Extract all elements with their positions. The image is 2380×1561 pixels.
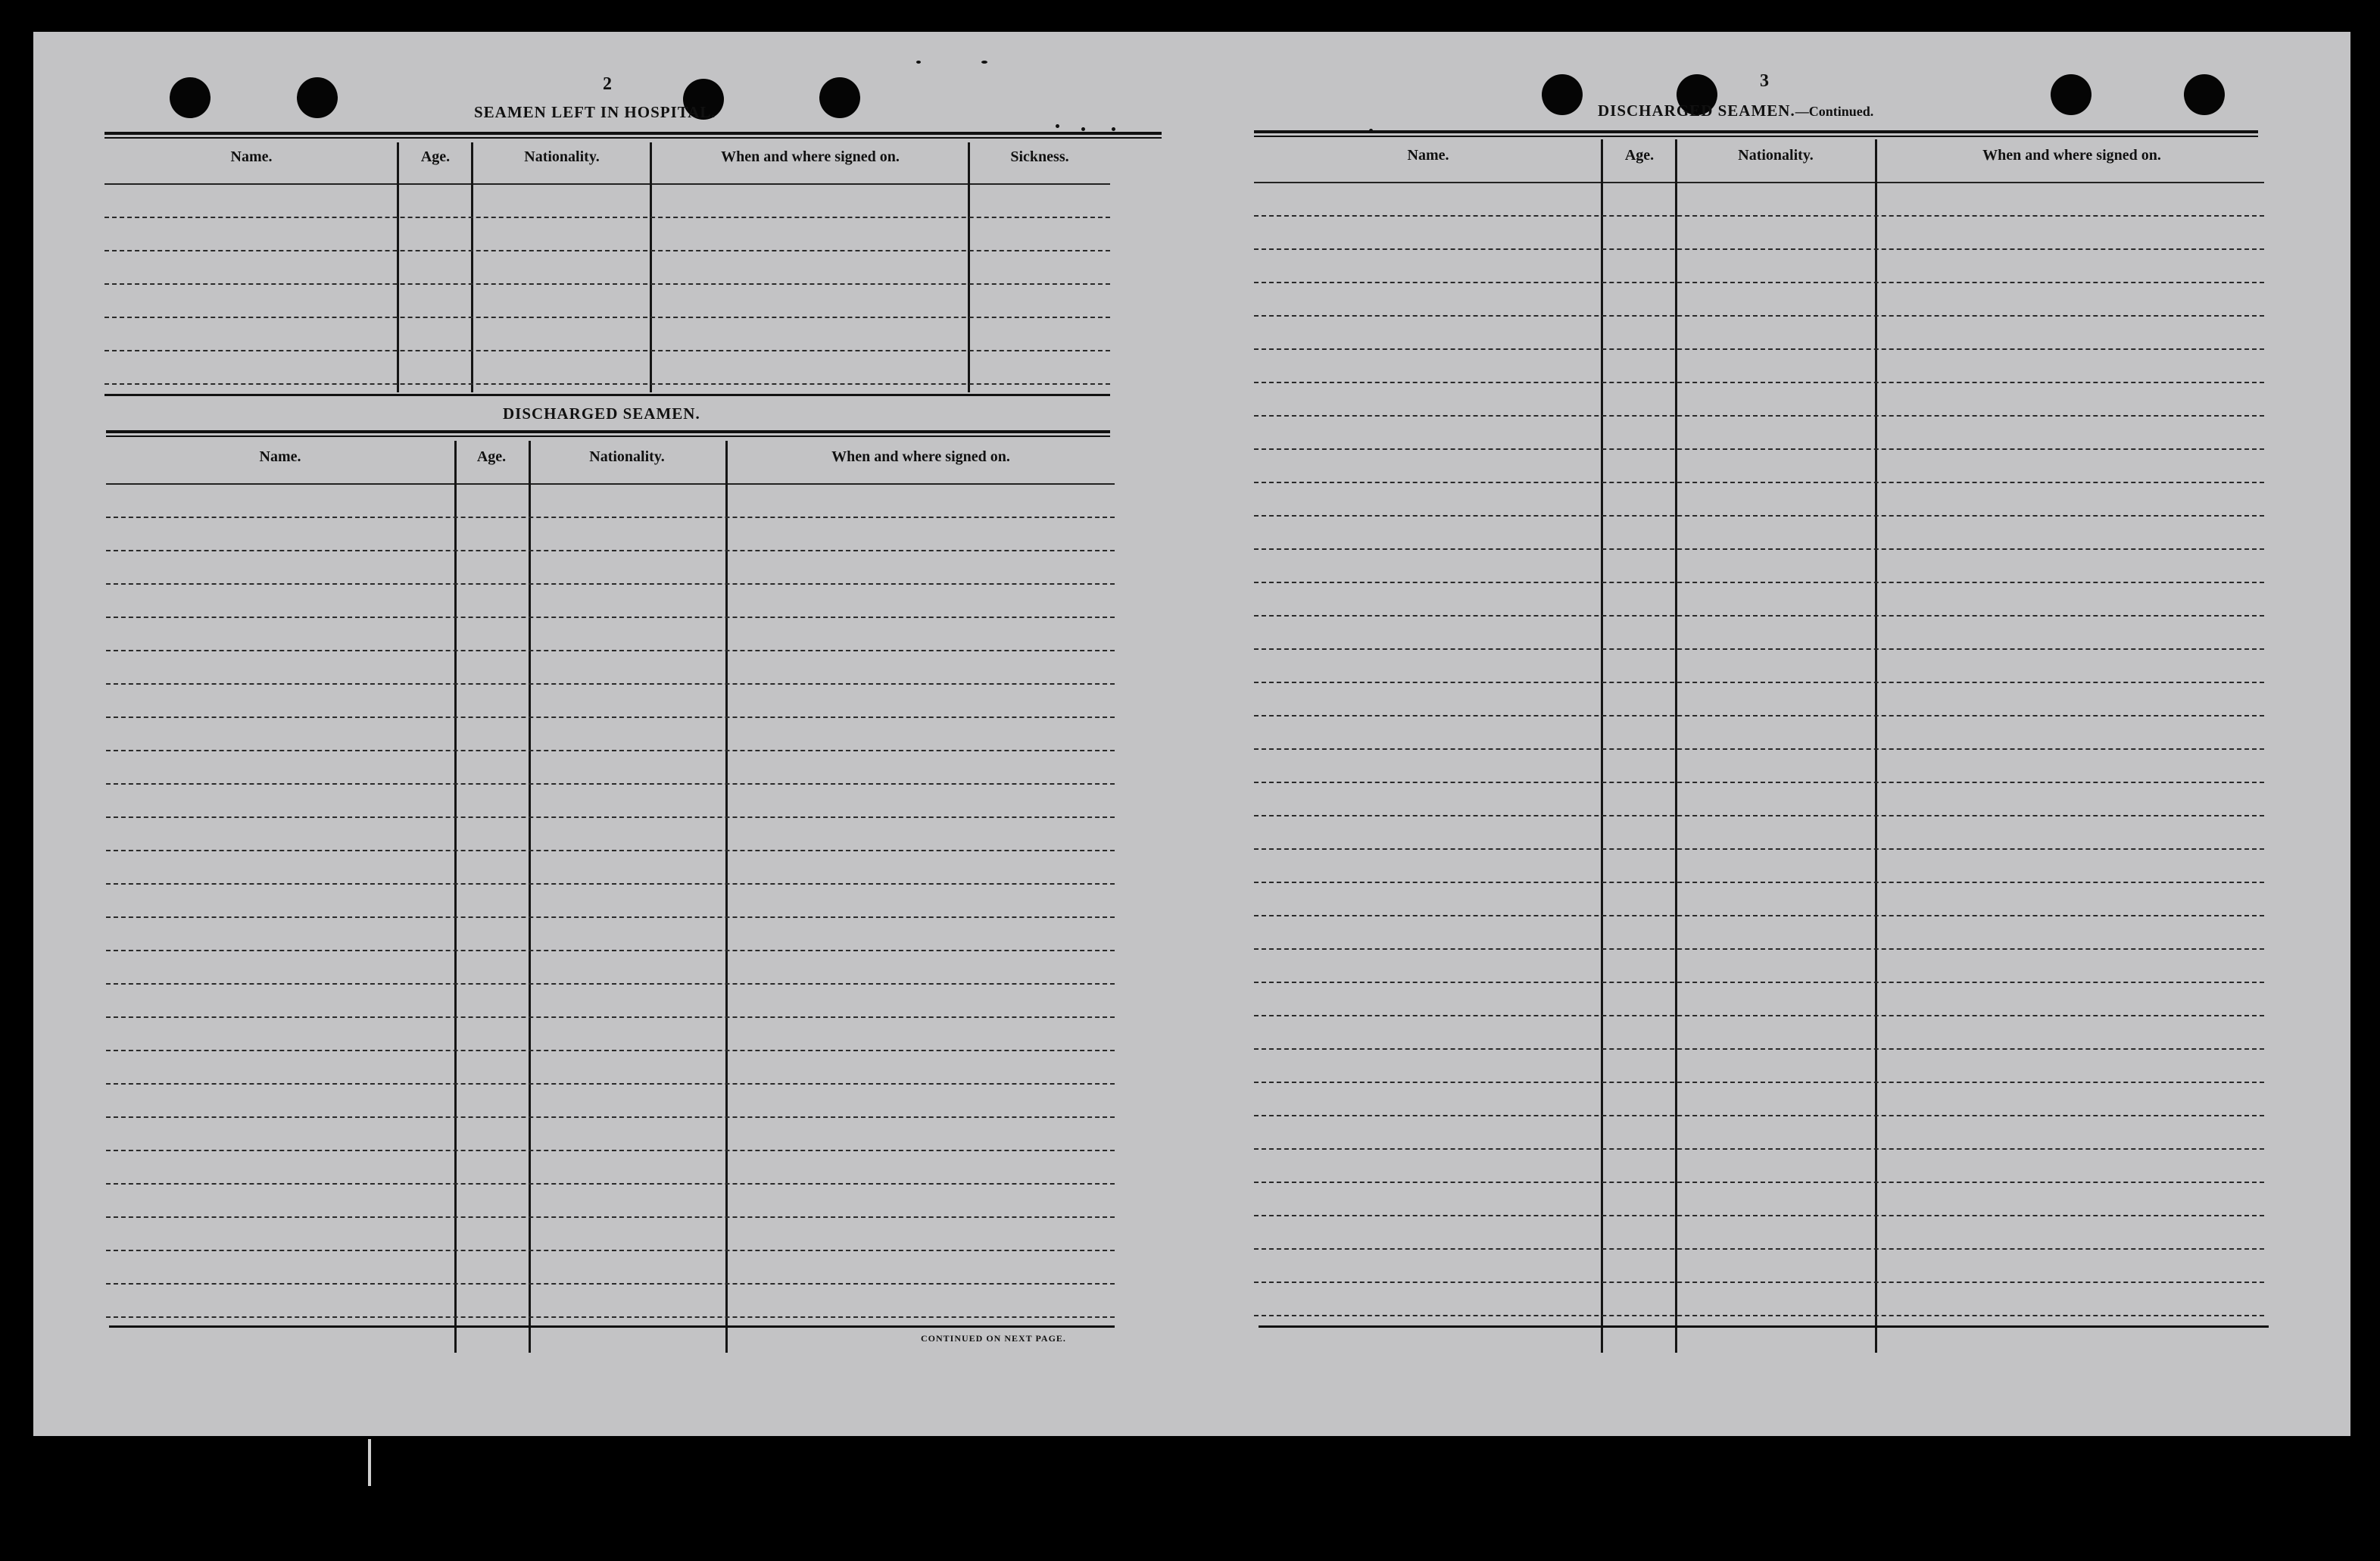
ink-speck	[1081, 127, 1085, 131]
discharged-continued-title-main: DISCHARGED SEAMEN.	[1598, 101, 1795, 120]
entry-line	[1254, 1115, 2264, 1116]
entry-line	[1254, 848, 2264, 850]
entry-line	[106, 517, 1115, 518]
entry-line	[1254, 782, 2264, 783]
entry-line	[1254, 448, 2264, 450]
discharged-continued-title	[1598, 101, 1873, 120]
entry-line	[1254, 1315, 2264, 1316]
entry-line	[106, 750, 1115, 751]
ink-speck	[1056, 124, 1059, 128]
entry-line	[106, 1016, 1115, 1018]
discharged-section-title: DISCHARGED SEAMEN.	[503, 404, 700, 423]
document-spread	[33, 32, 2350, 1436]
entry-line	[1254, 315, 2264, 317]
entry-line	[106, 1216, 1115, 1218]
right-col-age-header: Age.	[1624, 147, 1655, 164]
column-divider	[1875, 139, 1877, 1353]
hospital-bottom-rule	[104, 394, 1110, 396]
entry-line	[106, 1050, 1115, 1051]
entry-line	[1254, 882, 2264, 883]
entry-line	[106, 550, 1115, 551]
right-col-name-header: Name.	[1407, 147, 1449, 164]
entry-line	[1254, 515, 2264, 517]
entry-line	[106, 650, 1115, 651]
entry-line	[1254, 615, 2264, 617]
ink-speck	[981, 61, 987, 64]
ink-speck	[1112, 127, 1115, 131]
entry-line	[1254, 282, 2264, 283]
punch-hole	[297, 77, 338, 118]
entry-line	[104, 383, 1110, 385]
entry-line	[1254, 1015, 2264, 1016]
discharged-col-name-header: Name.	[259, 448, 301, 465]
entry-line	[1254, 748, 2264, 750]
entry-line	[1254, 482, 2264, 483]
right-col-nationality-header: Nationality.	[1738, 147, 1814, 164]
entry-line	[104, 217, 1110, 218]
entry-line	[1254, 415, 2264, 417]
entry-line	[106, 950, 1115, 951]
entry-line	[1254, 1082, 2264, 1083]
discharged-continued-suffix: —Continued.	[1795, 104, 1874, 119]
continued-note: CONTINUED ON NEXT PAGE.	[921, 1333, 1066, 1344]
punch-hole	[170, 77, 211, 118]
hospital-col-nationality-header: Nationality.	[524, 148, 600, 165]
entry-line	[106, 716, 1115, 718]
hospital-top-rule	[104, 132, 1162, 139]
right-bottom-rule	[1259, 1325, 2269, 1328]
entry-line	[1254, 1248, 2264, 1250]
entry-line	[106, 916, 1115, 918]
entry-line	[1254, 915, 2264, 916]
hospital-header-rule	[104, 183, 1110, 185]
binder-mark	[368, 1439, 371, 1486]
discharged-col-signed-on-header: When and where signed on.	[831, 448, 1010, 465]
column-divider	[471, 142, 473, 392]
discharged-top-rule	[106, 430, 1110, 437]
entry-line	[106, 1116, 1115, 1118]
column-divider	[397, 142, 399, 392]
hospital-col-age-header: Age.	[420, 148, 451, 165]
column-divider	[650, 142, 652, 392]
punch-hole	[2051, 74, 2091, 115]
column-divider	[1601, 139, 1603, 1353]
entry-line	[1254, 715, 2264, 716]
page-number-left: 2	[603, 74, 612, 94]
entry-line	[1254, 1148, 2264, 1150]
entry-line	[1254, 582, 2264, 583]
left-bottom-rule	[109, 1325, 1115, 1328]
entry-line	[1254, 1215, 2264, 1216]
column-divider	[1675, 139, 1677, 1353]
hospital-col-name-header: Name.	[230, 148, 273, 165]
hospital-col-sickness-header: Sickness.	[1010, 148, 1069, 165]
entry-line	[106, 617, 1115, 618]
entry-line	[1254, 648, 2264, 650]
entry-line	[1254, 1182, 2264, 1183]
entry-line	[1254, 1048, 2264, 1050]
entry-line	[1254, 248, 2264, 250]
entry-line	[106, 1250, 1115, 1251]
right-top-rule	[1254, 130, 2258, 137]
entry-line	[106, 1150, 1115, 1151]
punch-hole	[819, 77, 860, 118]
entry-line	[1254, 348, 2264, 350]
page-number-right: 3	[1760, 71, 1769, 91]
entry-line	[1254, 815, 2264, 816]
entry-line	[106, 783, 1115, 785]
hospital-col-signed-on-header: When and where signed on.	[721, 148, 900, 165]
entry-line	[1254, 682, 2264, 683]
punch-hole	[1542, 74, 1583, 115]
entry-line	[106, 883, 1115, 885]
entry-line	[106, 1283, 1115, 1285]
entry-line	[104, 317, 1110, 318]
entry-line	[106, 816, 1115, 818]
entry-line	[1254, 948, 2264, 950]
punch-hole	[2184, 74, 2225, 115]
entry-line	[106, 850, 1115, 851]
entry-line	[104, 250, 1110, 251]
right-col-signed-on-header: When and where signed on.	[1982, 147, 2161, 164]
discharged-header-rule	[106, 483, 1115, 485]
entry-line	[1254, 548, 2264, 550]
entry-line	[106, 1183, 1115, 1185]
discharged-col-age-header: Age.	[476, 448, 507, 465]
entry-line	[106, 983, 1115, 985]
entry-line	[106, 683, 1115, 685]
column-divider	[968, 142, 970, 392]
entry-line	[106, 583, 1115, 585]
entry-line	[1254, 382, 2264, 383]
discharged-col-nationality-header: Nationality.	[589, 448, 665, 465]
entry-line	[104, 350, 1110, 351]
entry-line	[1254, 215, 2264, 217]
entry-line	[106, 1316, 1115, 1318]
ink-speck	[916, 61, 921, 64]
entry-line	[104, 283, 1110, 285]
entry-line	[106, 1083, 1115, 1085]
entry-line	[1254, 982, 2264, 983]
entry-line	[1254, 1282, 2264, 1283]
hospital-section-title: SEAMEN LEFT IN HOSPITAL.	[474, 103, 716, 121]
right-header-rule	[1254, 182, 2264, 183]
